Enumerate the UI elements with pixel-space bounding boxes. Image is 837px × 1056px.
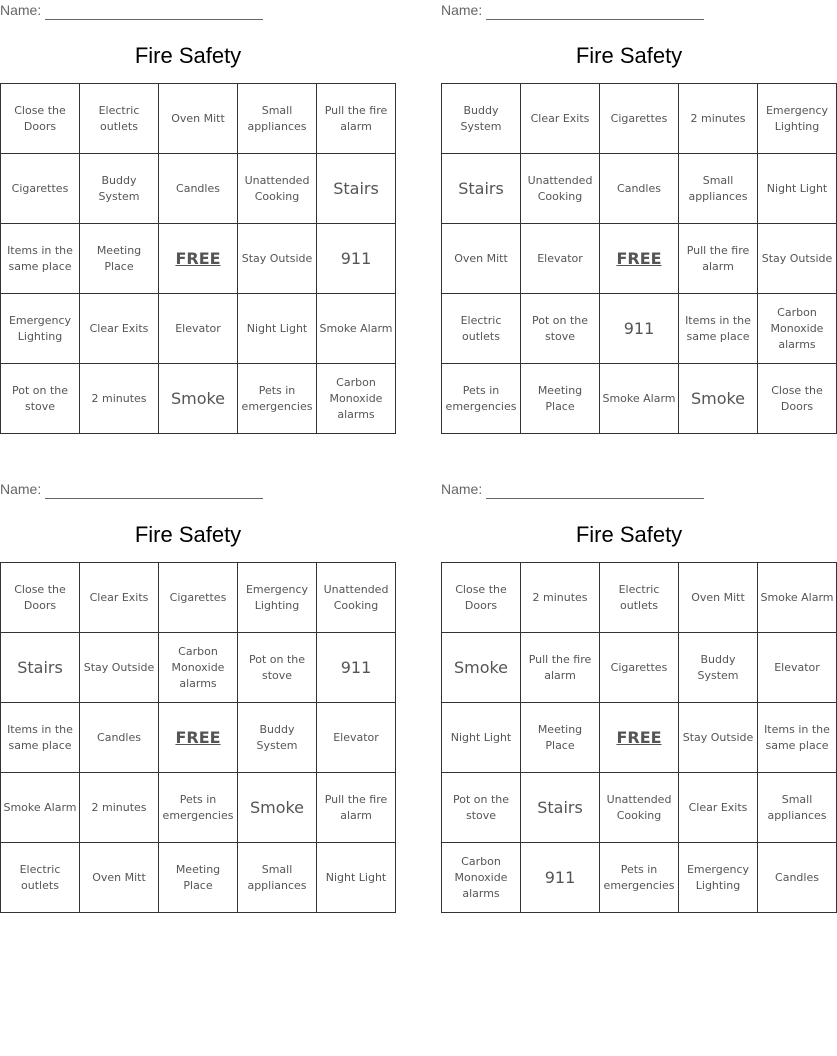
- name-line: [441, 0, 817, 20]
- bingo-cell: Smoke: [442, 633, 521, 703]
- grid-row: [1, 84, 396, 154]
- bingo-cell: Elevator: [758, 633, 837, 703]
- name-label: Name:: [441, 2, 483, 18]
- bingo-cell: Pot on the stove: [1, 364, 80, 434]
- name-line: [0, 0, 376, 20]
- bingo-cell: Night Light: [317, 843, 396, 913]
- bingo-cell: Clear Exits: [521, 84, 600, 154]
- bingo-cell: Elevator: [159, 294, 238, 364]
- bingo-card-3: [0, 479, 389, 919]
- bingo-cell: Smoke Alarm: [1, 773, 80, 843]
- bingo-cell: Candles: [600, 154, 679, 224]
- bingo-cell: Pull the fire alarm: [521, 633, 600, 703]
- bingo-grid: [441, 83, 837, 434]
- bingo-cell: Candles: [159, 154, 238, 224]
- name-label: Name:: [441, 481, 483, 497]
- free-space-cell: FREE: [159, 703, 238, 773]
- grid-row: [1, 364, 396, 434]
- bingo-cell: Clear Exits: [80, 563, 159, 633]
- bingo-cell: Pets in emergencies: [442, 364, 521, 434]
- bingo-cell: Cigarettes: [600, 633, 679, 703]
- bingo-cell: Electric outlets: [1, 843, 80, 913]
- bingo-cell: Small appliances: [758, 773, 837, 843]
- bingo-cell: Meeting Place: [80, 224, 159, 294]
- bingo-grid: [0, 83, 396, 434]
- name-blank: [486, 484, 704, 499]
- bingo-cell: Stairs: [442, 154, 521, 224]
- name-blank: [45, 484, 263, 499]
- bingo-cell: Stairs: [1, 633, 80, 703]
- grid-row: [1, 224, 396, 294]
- bingo-cell: Pull the fire alarm: [317, 773, 396, 843]
- bingo-cell: Meeting Place: [159, 843, 238, 913]
- bingo-cell: Smoke: [679, 364, 758, 434]
- bingo-cell: Stay Outside: [238, 224, 317, 294]
- bingo-cell: Elevator: [521, 224, 600, 294]
- bingo-cell: Emergency Lighting: [679, 843, 758, 913]
- bingo-cell: Small appliances: [238, 84, 317, 154]
- name-label: Name:: [0, 481, 42, 497]
- bingo-cell: Pull the fire alarm: [317, 84, 396, 154]
- bingo-cell: Close the Doors: [1, 84, 80, 154]
- bingo-card-2: [441, 0, 833, 440]
- bingo-cell: Electric outlets: [442, 294, 521, 364]
- bingo-cell: Pets in emergencies: [159, 773, 238, 843]
- bingo-cell: Pets in emergencies: [238, 364, 317, 434]
- bingo-cell: Clear Exits: [679, 773, 758, 843]
- bingo-cell: Meeting Place: [521, 364, 600, 434]
- bingo-cell: Stay Outside: [758, 224, 837, 294]
- bingo-cell: Smoke Alarm: [600, 364, 679, 434]
- bingo-cell: Candles: [758, 843, 837, 913]
- bingo-cell: Close the Doors: [442, 563, 521, 633]
- bingo-cell: Close the Doors: [1, 563, 80, 633]
- bingo-cell: Smoke: [238, 773, 317, 843]
- bingo-cell: Clear Exits: [80, 294, 159, 364]
- name-blank: [486, 5, 704, 20]
- free-space-cell: FREE: [600, 703, 679, 773]
- bingo-cell: Buddy System: [679, 633, 758, 703]
- bingo-cell: Cigarettes: [159, 563, 238, 633]
- bingo-cell: Meeting Place: [521, 703, 600, 773]
- bingo-cell: Pull the fire alarm: [679, 224, 758, 294]
- name-line: [441, 479, 817, 499]
- bingo-cell: Items in the same place: [1, 224, 80, 294]
- bingo-card-1: [0, 0, 393, 440]
- name-blank: [45, 5, 263, 20]
- grid-row: [442, 294, 837, 364]
- bingo-cell: Smoke Alarm: [317, 294, 396, 364]
- bingo-cell: Cigarettes: [600, 84, 679, 154]
- bingo-cell: Buddy System: [80, 154, 159, 224]
- name-label: Name:: [0, 2, 42, 18]
- bingo-cell: Stairs: [521, 773, 600, 843]
- card-title: Fire Safety: [134, 43, 242, 68]
- bingo-cell: Pets in emergencies: [600, 843, 679, 913]
- grid-row: [1, 843, 396, 913]
- bingo-grid: [0, 562, 396, 913]
- bingo-cell: Candles: [80, 703, 159, 773]
- grid-row: [442, 224, 837, 294]
- bingo-cell: Oven Mitt: [679, 563, 758, 633]
- bingo-cell: 911: [317, 224, 396, 294]
- bingo-cell: Close the Doors: [758, 364, 837, 434]
- bingo-cell: Oven Mitt: [80, 843, 159, 913]
- grid-row: [442, 633, 837, 703]
- grid-row: [1, 154, 396, 224]
- grid-row: [442, 364, 837, 434]
- grid-row: [1, 703, 396, 773]
- bingo-cell: Small appliances: [238, 843, 317, 913]
- bingo-cell: Oven Mitt: [442, 224, 521, 294]
- bingo-cell: Pot on the stove: [238, 633, 317, 703]
- grid-row: [442, 84, 837, 154]
- bingo-cell: Carbon Monoxide alarms: [442, 843, 521, 913]
- bingo-cell: Night Light: [758, 154, 837, 224]
- bingo-cell: 911: [600, 294, 679, 364]
- card-title: Fire Safety: [575, 522, 683, 547]
- bingo-cell: 2 minutes: [679, 84, 758, 154]
- bingo-cell: Stay Outside: [679, 703, 758, 773]
- bingo-cell: Items in the same place: [679, 294, 758, 364]
- bingo-cell: Pot on the stove: [521, 294, 600, 364]
- bingo-cell: Buddy System: [238, 703, 317, 773]
- grid-row: [442, 563, 837, 633]
- bingo-cell: Smoke Alarm: [758, 563, 837, 633]
- bingo-cell: Buddy System: [442, 84, 521, 154]
- bingo-cell: Stay Outside: [80, 633, 159, 703]
- bingo-grid: [441, 562, 837, 913]
- bingo-cell: Items in the same place: [1, 703, 80, 773]
- grid-row: [442, 703, 837, 773]
- bingo-cell: Unattended Cooking: [238, 154, 317, 224]
- bingo-cell: Unattended Cooking: [600, 773, 679, 843]
- bingo-cell: Carbon Monoxide alarms: [317, 364, 396, 434]
- grid-row: [442, 773, 837, 843]
- bingo-cell: Oven Mitt: [159, 84, 238, 154]
- grid-row: [1, 633, 396, 703]
- card-title: Fire Safety: [134, 522, 242, 547]
- bingo-cell: Unattended Cooking: [521, 154, 600, 224]
- grid-row: [442, 154, 837, 224]
- bingo-cell: 2 minutes: [521, 563, 600, 633]
- bingo-cell: Pot on the stove: [442, 773, 521, 843]
- bingo-card-4: [441, 479, 834, 919]
- bingo-cell: 911: [317, 633, 396, 703]
- bingo-cell: Unattended Cooking: [317, 563, 396, 633]
- grid-row: [1, 294, 396, 364]
- bingo-cell: Cigarettes: [1, 154, 80, 224]
- bingo-cell: Carbon Monoxide alarms: [758, 294, 837, 364]
- bingo-cell: Smoke: [159, 364, 238, 434]
- bingo-cell: Items in the same place: [758, 703, 837, 773]
- bingo-cell: Emergency Lighting: [1, 294, 80, 364]
- bingo-cell: Small appliances: [679, 154, 758, 224]
- bingo-cell: Emergency Lighting: [758, 84, 837, 154]
- grid-row: [1, 773, 396, 843]
- bingo-cell: Night Light: [442, 703, 521, 773]
- bingo-cell: 2 minutes: [80, 364, 159, 434]
- bingo-cell: Electric outlets: [80, 84, 159, 154]
- name-line: [0, 479, 376, 499]
- bingo-cell: 911: [521, 843, 600, 913]
- grid-row: [442, 843, 837, 913]
- card-title: Fire Safety: [575, 43, 683, 68]
- free-space-cell: FREE: [159, 224, 238, 294]
- bingo-cell: 2 minutes: [80, 773, 159, 843]
- grid-row: [1, 563, 396, 633]
- bingo-cell: Electric outlets: [600, 563, 679, 633]
- bingo-cell: Emergency Lighting: [238, 563, 317, 633]
- bingo-cell: Stairs: [317, 154, 396, 224]
- bingo-cell: Night Light: [238, 294, 317, 364]
- bingo-cell: Elevator: [317, 703, 396, 773]
- bingo-cell: Carbon Monoxide alarms: [159, 633, 238, 703]
- free-space-cell: FREE: [600, 224, 679, 294]
